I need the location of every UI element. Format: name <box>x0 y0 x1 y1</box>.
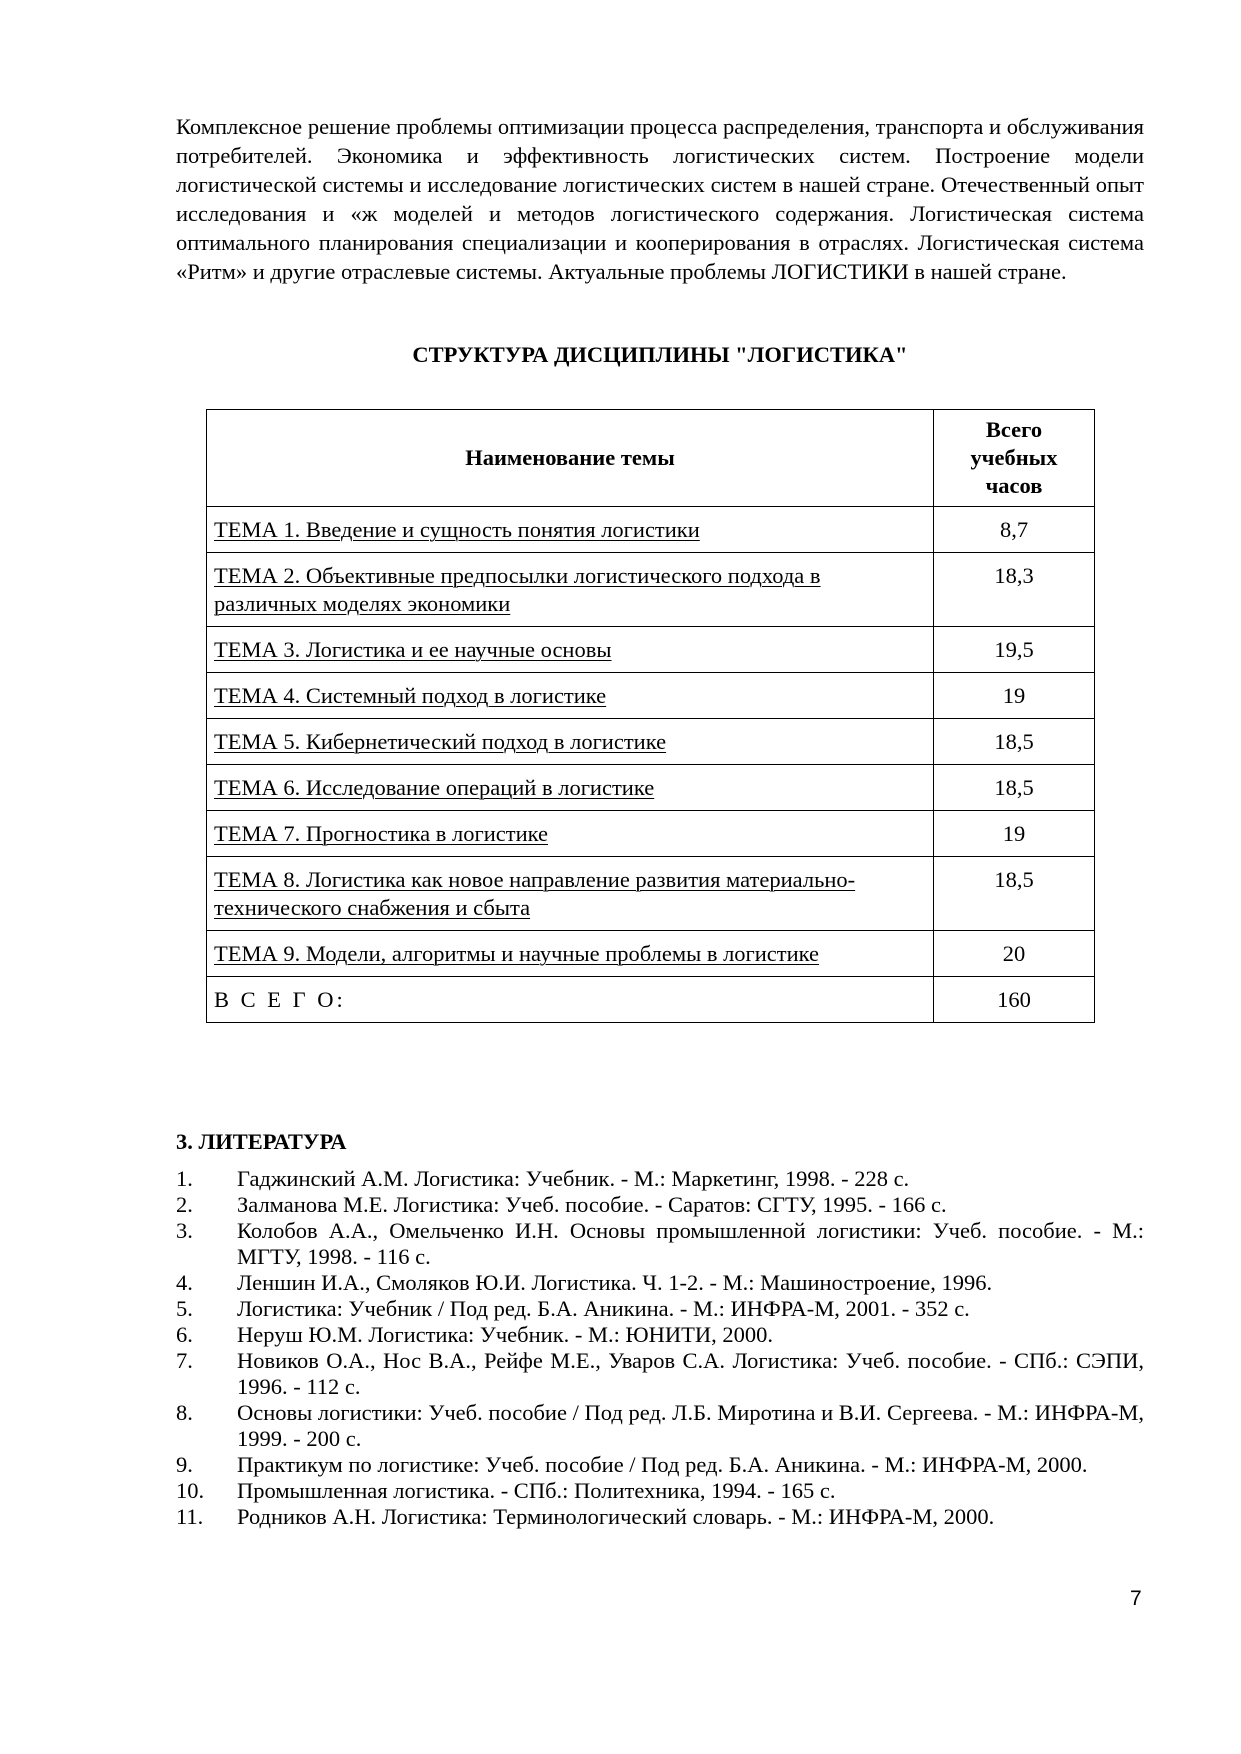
header-hours-line-1: Всего <box>985 417 1043 442</box>
list-item-text: Гаджинский А.М. Логистика: Учебник. - М.: Маркетинг, 1998. - 228 с. <box>237 1166 910 1191</box>
table-row <box>207 931 1095 977</box>
list-item-text: Неруш Ю.М. Логистика: Учебник. - М.: ЮНИТИ, 2000. <box>237 1322 773 1347</box>
table-row <box>207 553 1095 627</box>
hours-cell: 18,3 <box>934 553 1095 627</box>
list-item <box>176 1504 1144 1530</box>
table-row <box>207 627 1095 673</box>
hours-cell: 20 <box>934 931 1095 977</box>
list-item-text: Практикум по логистике: Учеб. пособие / Под ред. Б.А. Аникина. - М.: ИНФРА-М, 2000. <box>237 1452 1088 1477</box>
list-item-number: 8. <box>176 1400 193 1425</box>
header-hours-line-2: учебных <box>970 445 1058 470</box>
list-item <box>176 1192 1144 1218</box>
table-total-row <box>207 977 1095 1023</box>
list-item-text: Колобов А.А., Омельченко И.Н. Основы промышленной логистики: Учеб. пособие. - М.: МГТУ, 1998. - 116 с. <box>237 1218 1144 1269</box>
list-item-text: Леншин И.А., Смоляков Ю.И. Логистика. Ч. 1-2. - М.: Машиностроение, 1996. <box>237 1270 993 1295</box>
hours-cell: 18,5 <box>934 719 1095 765</box>
list-item-number: 5. <box>176 1296 193 1321</box>
total-label: В С Е Г О: <box>207 977 934 1023</box>
hours-cell: 18,5 <box>934 857 1095 931</box>
literature-heading: 3. ЛИТЕРАТУРА <box>176 1129 347 1154</box>
header-topic-name: Наименование темы <box>207 410 934 507</box>
list-item <box>176 1478 1144 1504</box>
list-item <box>176 1400 1144 1452</box>
list-item-text: Родников А.Н. Логистика: Терминологический словарь. - М.: ИНФРА-М, 2000. <box>237 1504 995 1529</box>
topic-link[interactable]: ТЕМА 9. Модели, алгоритмы и научные проблемы в логистике <box>214 941 820 966</box>
table-row <box>207 719 1095 765</box>
topic-link[interactable]: ТЕМА 5. Кибернетический подход в логистике <box>214 729 667 754</box>
hours-cell: 19,5 <box>934 627 1095 673</box>
list-item <box>176 1218 1144 1270</box>
table-row <box>207 673 1095 719</box>
topic-link[interactable]: ТЕМА 8. Логистика как новое направление развития материально-технического снабжения и сбыта <box>214 867 856 920</box>
list-item-number: 1. <box>176 1166 193 1191</box>
list-item-text: Залманова М.Е. Логистика: Учеб. пособие. - Саратов: СГТУ, 1995. - 166 с. <box>237 1192 947 1217</box>
literature-list <box>176 1166 1144 1530</box>
total-hours: 160 <box>934 977 1095 1023</box>
list-item-number: 10. <box>176 1478 205 1503</box>
list-item-number: 6. <box>176 1322 193 1347</box>
table-row <box>207 811 1095 857</box>
topic-link[interactable]: ТЕМА 7. Прогностика в логистике <box>214 821 548 846</box>
list-item-number: 9. <box>176 1452 193 1477</box>
list-item-text: Логистика: Учебник / Под ред. Б.А. Аникина. - М.: ИНФРА-М, 2001. - 352 с. <box>237 1296 970 1321</box>
list-item-number: 3. <box>176 1218 193 1243</box>
hours-cell: 19 <box>934 811 1095 857</box>
topic-cell <box>207 553 934 627</box>
topic-link[interactable]: ТЕМА 1. Введение и сущность понятия логистики <box>214 517 700 542</box>
topic-link[interactable]: ТЕМА 6. Исследование операций в логистике <box>214 775 655 800</box>
discipline-structure-table <box>206 409 1095 1023</box>
topic-cell <box>207 857 934 931</box>
list-item-number: 7. <box>176 1348 193 1373</box>
list-item <box>176 1322 1144 1348</box>
topic-cell <box>207 673 934 719</box>
document-page <box>176 112 1144 1529</box>
list-item <box>176 1166 1144 1192</box>
list-item <box>176 1348 1144 1400</box>
list-item-text: Основы логистики: Учеб. пособие / Под ред. Л.Б. Миротина и В.И. Сергеева. - М.: ИНФРА-М, 1999. - 200 с. <box>237 1400 1144 1451</box>
topic-cell <box>207 765 934 811</box>
topic-link[interactable]: ТЕМА 3. Логистика и ее научные основы <box>214 637 612 662</box>
list-item-text: Новиков О.А., Нос В.А., Рейфе М.Е., Уваров С.А. Логистика: Учеб. пособие. - СПб.: СЭПИ, 1996. - 112 с. <box>237 1348 1144 1399</box>
list-item-number: 4. <box>176 1270 193 1295</box>
hours-cell: 8,7 <box>934 507 1095 553</box>
page-number: 7 <box>1130 1587 1142 1610</box>
topic-cell <box>207 627 934 673</box>
table-row <box>207 765 1095 811</box>
table-header-row <box>207 410 1095 507</box>
list-item <box>176 1296 1144 1322</box>
topic-link[interactable]: ТЕМА 2. Объективные предпосылки логистического подхода в различных моделях экономики <box>214 563 821 616</box>
list-item-number: 2. <box>176 1192 193 1217</box>
topic-cell <box>207 507 934 553</box>
hours-cell: 19 <box>934 673 1095 719</box>
topic-cell <box>207 811 934 857</box>
topic-cell <box>207 931 934 977</box>
list-item <box>176 1452 1144 1478</box>
hours-cell: 18,5 <box>934 765 1095 811</box>
header-hours-line-3: часов <box>985 473 1043 498</box>
header-total-hours <box>934 410 1095 507</box>
topic-link[interactable]: ТЕМА 4. Системный подход в логистике <box>214 683 607 708</box>
table-row <box>207 857 1095 931</box>
table-row <box>207 507 1095 553</box>
intro-paragraph: Комплексное решение проблемы оптимизации процесса распределения, транспорта и обслуживания потребителей. Экономика и эффективность логистических систем. Построение модели логистической системы и исследование логистических систем в нашей стране. Отечественный опыт исследования и «ж моделей и методов логистического содержания. Логистическая система оптимального планирования специализации и кооперирования в отраслях. Логистическая система «Ритм» и другие отраслевые системы. Актуальные проблемы ЛОГИСТИКИ в нашей стране. <box>176 114 1144 284</box>
topic-cell <box>207 719 934 765</box>
table-title: СТРУКТУРА ДИСЦИПЛИНЫ "ЛОГИСТИКА" <box>412 342 908 367</box>
list-item-number: 11. <box>176 1504 204 1529</box>
list-item-text: Промышленная логистика. - СПб.: Политехника, 1994. - 165 с. <box>237 1478 836 1503</box>
list-item <box>176 1270 1144 1296</box>
